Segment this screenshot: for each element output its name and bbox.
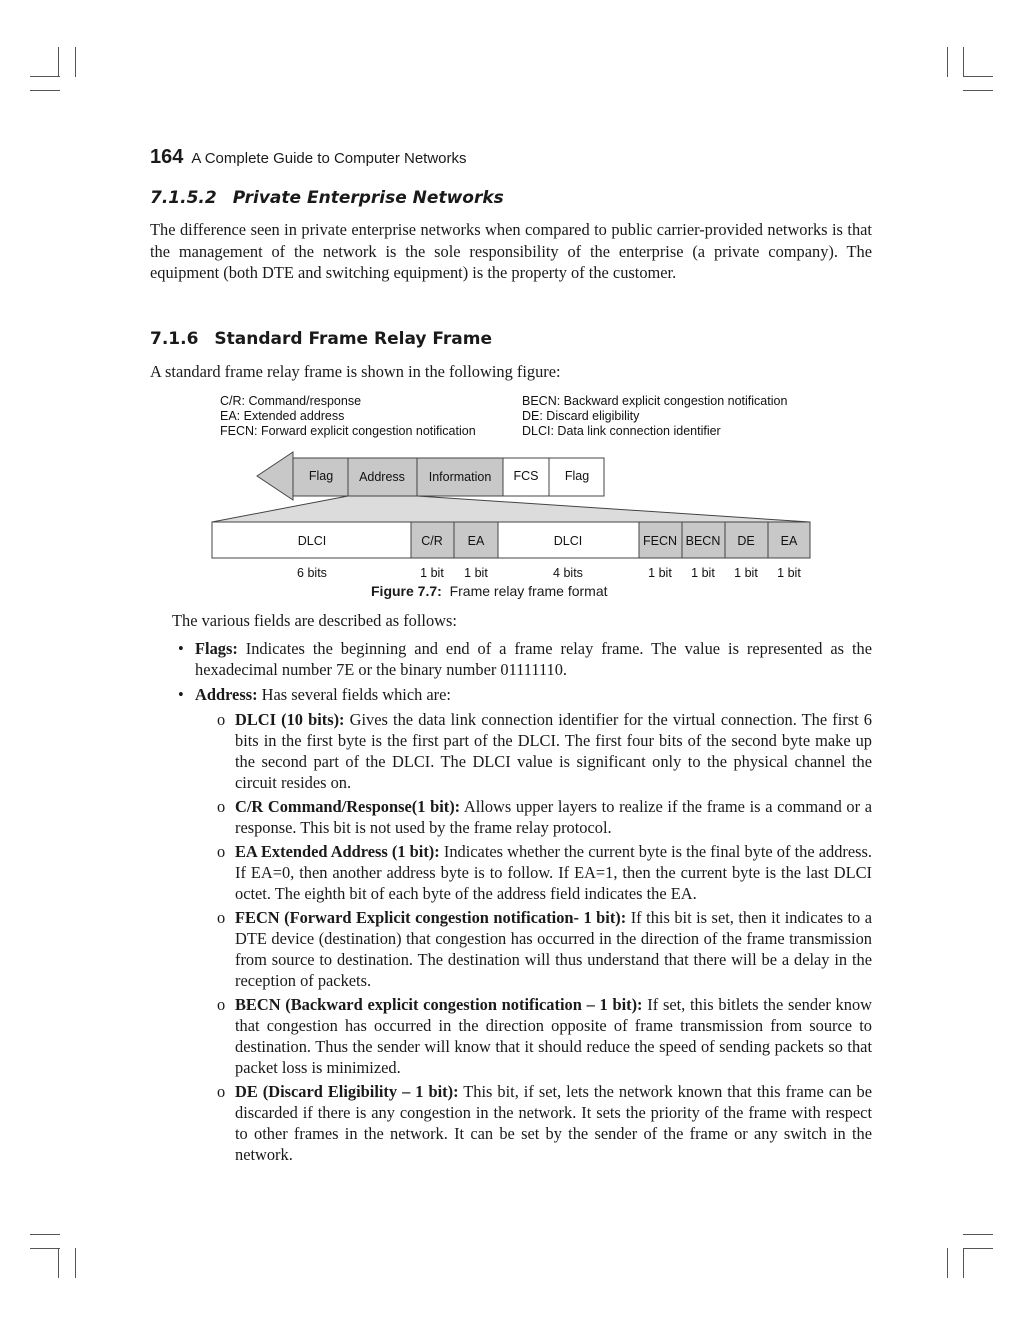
sub-marker: o [217,908,226,927]
subitem-term: FECN (Forward Explicit congestion notification- 1 bit): [235,908,627,927]
bit-width-label: 1 bit [464,566,488,580]
crop-mark [947,1248,948,1278]
crop-mark [963,1248,964,1278]
section-intro: A standard frame relay frame is shown in the following figure: [150,362,561,381]
list-item [187,907,872,991]
bit-width-label: 1 bit [691,566,715,580]
list-item [187,841,872,904]
subitem-text: If set, this bitlets the sender know that congestion has occurred in the direction opposite of frame transmission from source to destination. Thus the sender will know that it should reduce the speed of sending packets so that packet loss is minimized. [235,995,872,1077]
address-field-label: C/R [421,534,443,548]
frame-format-diagram [0,0,1023,600]
list-item [187,796,872,838]
crop-mark [963,1248,993,1249]
list-item [150,638,872,680]
field-description-list [150,638,872,1169]
list-item [187,709,872,793]
frame-field-label: FCS [513,469,539,483]
address-field-label: DE [737,534,755,548]
subitem-text: Indicates whether the current byte is the final byte of the address. If EA=0, then another address byte is to follow. If EA=1, then the current byte is the last DLCI octet. The eighth bit of each byte of the address field indicates the EA. [235,842,872,903]
section-number: 7.1.6 [150,329,199,349]
address-expansion-funnel [212,496,810,522]
subitem-text: If this bit is set, then it indicates to a DTE device (destination) that congestion has occurred in the direction of the frame transmission from source to destination. The destination will thus understand that there will be a delay in the reception of packets. [235,908,872,990]
subitem-term: BECN (Backward explicit congestion notification – 1 bit): [235,995,643,1014]
book-title: A Complete Guide to Computer Networks [191,150,467,167]
address-field-label: BECN [685,534,721,548]
address-field-label: FECN [642,534,678,548]
address-field-label: DLCI [553,534,583,548]
list-item [150,684,872,1165]
frame-field-label: Flag [308,469,334,483]
crop-mark [30,1248,60,1249]
frame-field-label: Flag [564,469,590,483]
section-body: The difference seen in private enterprise networks when compared to public carrier-provided networks is that the management of the network is the sole responsibility of the enterprise (a private company). The equipment (both DTE and switching equipment) is the property of the customer. [150,220,872,282]
section-title: Private Enterprise Networks [232,188,504,208]
section-number: 7.1.5.2 [150,188,217,208]
crop-mark [75,1248,76,1278]
bit-width-label: 1 bit [777,566,801,580]
bit-width-label: 1 bit [420,566,444,580]
frame-field-label: Address [359,470,405,484]
address-field-label: DLCI [297,534,327,548]
list-item [187,994,872,1078]
frame-field-label: Information [428,470,492,484]
sub-marker: o [217,995,226,1014]
sub-marker: o [217,1082,226,1101]
subitem-text: Gives the data link connection identifier for the virtual connection. The first 6 bits in the first byte is the first part of the DLCI. The first four bits of the second byte make up the second part of the DLCI. The DLCI value is significant only to the physical channel the circuit resides on. [235,710,873,792]
bit-width-label: 1 bit [648,566,672,580]
bullet-term: Flags: [195,639,238,658]
subitem-text: This bit, if set, lets the network known that this frame can be discarded if there is any congestion in the network. It sets the priority of the frame with respect to other frames in the network. It can be set by the sender of the frame or any switch in the network. [235,1082,872,1164]
bit-width-label: 4 bits [553,566,583,580]
subitem-term: C/R Command/Response(1 bit): [235,797,461,816]
legend-item: DE: Discard eligibility [522,409,640,423]
legend-item: C/R: Command/response [220,394,362,408]
crop-mark [58,1248,59,1278]
bit-width-label: 1 bit [734,566,758,580]
subitem-term: DE (Discard Eligibility – 1 bit): [235,1082,459,1101]
bullet-text: Indicates the beginning and end of a frame relay frame. The value is represented as the hexadecimal number 7E or the binary number 01111110. [195,639,872,679]
crop-mark [963,1234,993,1235]
direction-arrow-head [257,452,293,500]
fields-intro: The various fields are described as follows: [172,611,457,630]
subitem-term: EA Extended Address (1 bit): [235,842,440,861]
legend-item: BECN: Backward explicit congestion notification [522,394,788,408]
bullet-term: Address: [195,685,258,704]
address-field-label: EA [467,534,485,548]
address-subfield-list [187,709,872,1165]
figure-caption [371,583,608,599]
list-item [187,1081,872,1165]
figure-caption-text: Frame relay frame format [449,583,608,599]
sub-marker: o [217,842,226,861]
sub-marker: o [217,710,226,729]
figure-caption-label: Figure 7.7: [371,583,442,599]
section-title: Standard Frame Relay Frame [214,329,493,349]
address-field-label: EA [780,534,798,548]
legend-item: DLCI: Data link connection identifier [522,424,721,438]
page-number: 164 [150,146,184,168]
legend-item: FECN: Forward explicit congestion notification [220,424,476,438]
subitem-text: Allows upper layers to realize if the frame is a command or a response. This bit is not used by the frame relay protocol. [235,797,872,837]
sub-marker: o [217,797,226,816]
bullet-text: Has several fields which are: [257,685,451,704]
legend-item: EA: Extended address [220,409,345,423]
crop-mark [30,1234,60,1235]
subitem-term: DLCI (10 bits): [235,710,345,729]
bit-width-label: 6 bits [297,566,327,580]
